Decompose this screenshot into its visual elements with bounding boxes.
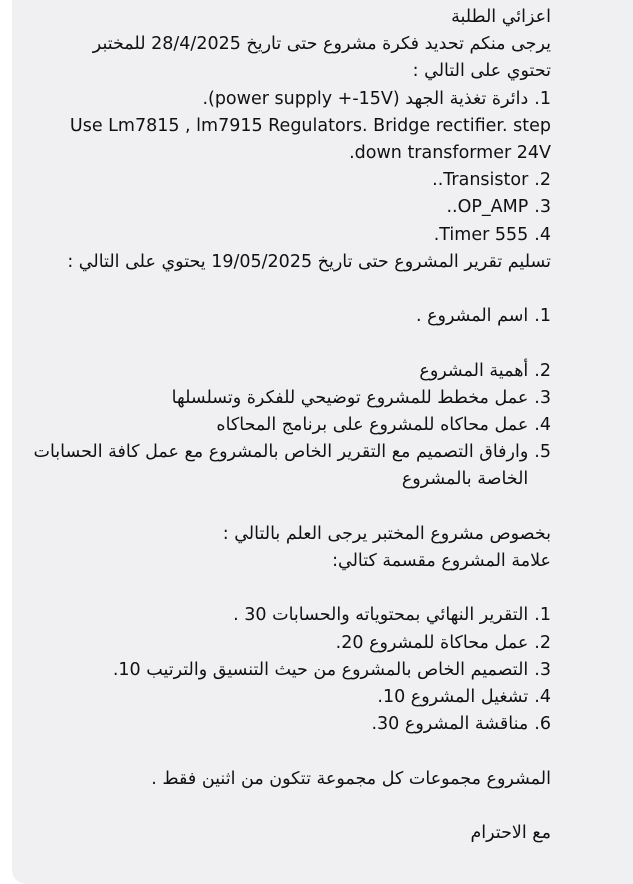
list-item-number: 4. (534, 687, 551, 708)
list-item (26, 222, 551, 249)
blank-line (26, 793, 551, 820)
list-item-text: التصميم الخاص بالمشروع من حيث التنسيق والترتيب 10. (112, 659, 529, 680)
list-item (26, 86, 551, 113)
list-item (26, 303, 551, 330)
grade-intro: علامة المشروع مقسمة كتالي: (332, 551, 551, 572)
list-item-text: Timer 555. (433, 224, 529, 245)
list-item-text: مناقشة المشروع 30. (371, 714, 529, 735)
message-bubble (12, 0, 633, 884)
groups-note: المشروع مجموعات كل مجموعة تتكون من اثنين فقط . (151, 768, 551, 789)
message-body (26, 4, 551, 847)
list-item (26, 358, 551, 385)
list-item-text: اسم المشروع . (415, 306, 529, 327)
list-item-number: 1. (534, 605, 551, 626)
blank-line (26, 330, 551, 357)
list-item-number: 3. (534, 659, 551, 680)
list-item-text: عمل محاكاة للمشروع 20. (335, 632, 529, 653)
intro-line: يرجى منكم تحديد فكرة مشروع حتى تاريخ 28/4/2025 للمختبر (92, 34, 551, 55)
blank-line (26, 575, 551, 602)
list-item (26, 194, 551, 221)
list-item-number: 1. (534, 88, 551, 109)
list-item-number: 3. (534, 387, 551, 408)
list-item (26, 602, 551, 629)
list-item-number: 4. (534, 415, 551, 436)
blank-line (26, 276, 551, 303)
list-item-number: 6. (534, 714, 551, 735)
list-item-number: 2. (534, 170, 551, 191)
lab-notice: بخصوص مشروع المختبر يرجى العلم بالتالي : (222, 523, 551, 544)
list-item (26, 439, 551, 493)
greeting: اعزائي الطلبة (451, 7, 551, 27)
list-item (26, 385, 551, 412)
list-item-text: OP_AMP.. (446, 197, 529, 218)
list-item (26, 657, 551, 684)
list-item (26, 167, 551, 194)
list-item-number: 3. (534, 197, 551, 218)
list-item-number: 2. (534, 632, 551, 653)
list-item-number: 5. (534, 442, 551, 463)
list-item-text: دائرة تغذية الجهد (power supply +-15V). (202, 88, 529, 109)
list-item-text: تشغيل المشروع 10. (377, 687, 529, 708)
blank-line (26, 738, 551, 765)
list-item (26, 684, 551, 711)
list-item-number: 4. (534, 224, 551, 245)
list-item-text: عمل مخطط للمشروع توضيحي للفكرة وتسلسلها (171, 387, 529, 408)
list-item (26, 711, 551, 738)
list-item-text: التقرير النهائي بمحتوياته والحسابات 30 . (233, 605, 529, 626)
list-item-text: عمل محاكاه للمشروع على برنامج المحاكاه (216, 415, 529, 436)
list-item-text: Use Lm7815 , lm7915 Regulators. Bridge rectifier. step down transformer 24V. (69, 115, 551, 164)
report-intro: تسليم تقرير المشروع حتى تاريخ 19/05/2025 يحتوي على التالي : (67, 251, 551, 272)
intro-line: تحتوي على التالي : (412, 61, 551, 82)
list-item-number: 1. (534, 306, 551, 327)
closing: مع الاحترام (470, 823, 551, 843)
list-item (26, 412, 551, 439)
list-item-number: 2. (534, 360, 551, 381)
list-item-text: Transistor.. (432, 170, 529, 191)
blank-line (26, 494, 551, 521)
list-item (26, 630, 551, 657)
list-item-text: أهمية المشروع (419, 360, 529, 381)
list-item-text: وارفاق التصميم مع التقرير الخاص بالمشروع مع عمل كافة الحسابات الخاصة بالمشروع (33, 442, 529, 490)
